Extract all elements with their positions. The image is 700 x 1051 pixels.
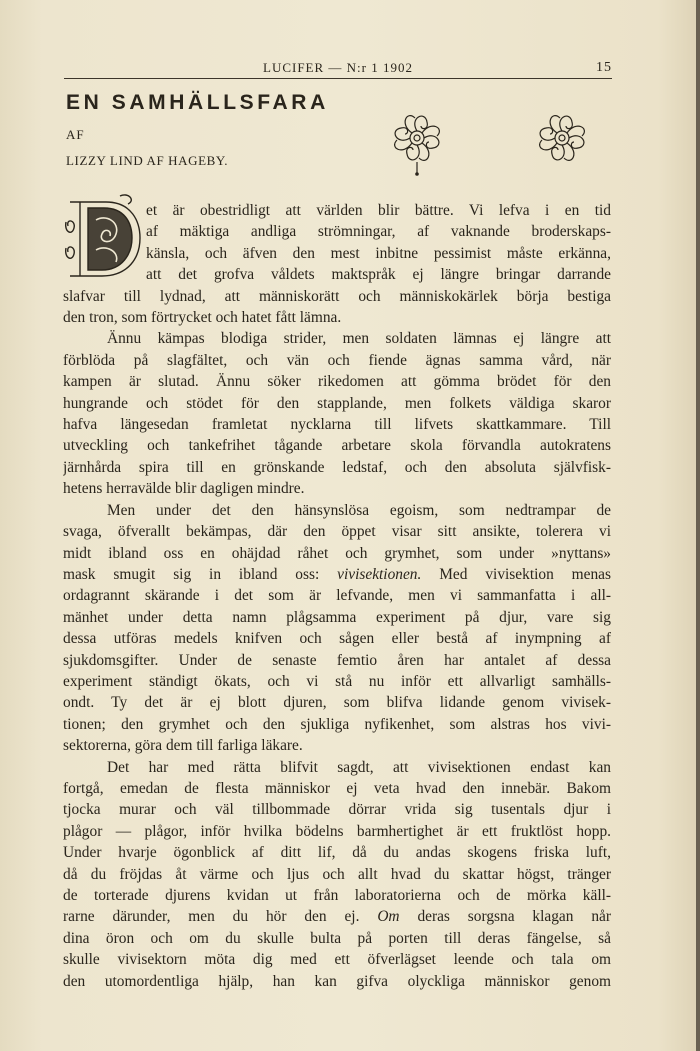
text-line: den tron, som förtrycket och hatet fått lämna.: [63, 309, 342, 327]
text-line: dessa utföras medels knifven och sågen eller bestå af inympning af: [63, 630, 611, 648]
text-segment: mask smugit sig in ibland oss:: [63, 565, 320, 583]
text-line: slafvar till lydnad, att människorätt och människokärlek börja bestiga: [63, 287, 611, 305]
text-line: de torterade djurens kvidan ut från laboratorierna och de mörka käll-: [63, 887, 611, 904]
text-line: hafva längesedan framletat nycklarna till lifvets skattkammare. Till: [63, 416, 611, 434]
text-line: förblöda på slagfältet, och vän och fiende ägnas samma vård, när: [63, 351, 611, 369]
article-author: LIZZY LIND AF HAGEBY.: [66, 153, 229, 168]
text-line: sektorerna, göra dem till farliga läkare.: [63, 737, 303, 755]
text-line: Det har med rätta blifvit sagdt, att vivisektionen endast kan: [107, 758, 611, 776]
article-title: EN SAMHÄLLSFARA: [66, 91, 329, 114]
text-line-mixed: [63, 906, 611, 927]
paragraph-1-opening: [63, 200, 611, 286]
text-line: skulle vivisektorn möta dig med ett öfverlägset leende och tala om: [63, 951, 611, 969]
text-line: kampen är slutad. Ännu söker rikedomen att gömma brödet för den: [63, 373, 611, 391]
text-line: plågor — plågor, inför hvilka bödelns barmhertighet är ett fruktlöst hopp.: [63, 822, 611, 840]
text-line: känsla, och äfven den mest inbitne pessimist måste erkänna,: [146, 244, 611, 262]
text-line: Under hvarje ögonblick af ditt lif, då du andas skogens friska luft,: [63, 844, 611, 862]
text-line: svaga, öfverallt bekämpas, där den öppet visar sitt ansikte, tolerera vi: [63, 523, 611, 541]
text-segment: Med vivisektion menas: [439, 565, 611, 583]
paragraph-1-rest: [63, 286, 611, 329]
text-line: tjocka murar och väl tillbommade dörrar vrida sig tusentals djur i: [63, 801, 611, 819]
floral-ornament-icon: [379, 100, 455, 176]
byline-af: AF: [66, 127, 85, 142]
text-line: ordagrannt skärande i det som är lefvande, men vi sammanfatta i all-: [63, 587, 611, 605]
text-line: af mäktiga andliga strömningar, af vaknande broderskaps-: [146, 223, 611, 241]
text-line: hungrande och stödet för den stapplande, men folkets väldiga skaror: [63, 394, 611, 412]
text-line: utveckling och tankefrihet tågande arbetare skola förvandla autokratens: [63, 437, 611, 455]
text-line: fortgå, emedan de flesta människor ej veta hvad den innebär. Bakom: [63, 779, 611, 797]
text-line: mänhet under detta namn plågsamma experiment på djur, vare sig: [63, 608, 611, 626]
text-line: sjukdomsgifter. Under de senaste femtio åren har antalet af dessa: [63, 651, 611, 669]
text-segment: rarne därunder, men du hör den ej.: [63, 908, 360, 926]
text-line-mixed: [63, 564, 611, 585]
paragraph-3: [63, 500, 611, 757]
paragraph-4: [63, 757, 611, 992]
running-title: LUCIFER — N:r 1 1902: [263, 60, 413, 75]
text-line: den utomordentliga hjälp, han kan gifva olyckliga människor genom: [63, 972, 611, 990]
text-line: tionen; den grymhet och den sjukliga nyfikenhet, som alstras hos vivi-: [63, 715, 611, 733]
text-line: et är obestridligt att världen blir bättre. Vi lefva i en tid: [146, 202, 611, 219]
emphasis-vivisektionen: vivisektionen.: [337, 565, 422, 583]
text-segment: deras sorgsna klagan når: [417, 908, 611, 926]
emphasis-om: Om: [377, 908, 400, 926]
floral-ornament-icon: [524, 100, 600, 176]
page-edge: [696, 0, 700, 1051]
text-line: midt ibland oss en ohäjdad råhet och grymhet, som under »nyttans»: [63, 544, 611, 562]
running-header: [64, 60, 612, 79]
text-line: Men under det den hänsynslösa egoism, som nedtrampar de: [107, 501, 611, 519]
paragraph-2: [63, 328, 611, 499]
page-number: 15: [596, 60, 612, 75]
text-line: experiment ständigt ökats, och vi stå nu inför ett allvarligt samhälls-: [63, 672, 611, 690]
text-line: hetens herravälde blir dagligen mindre.: [63, 480, 305, 498]
text-line: ondt. Ty det är ej blott djuren, som blifva lidande genom vivisek-: [63, 694, 611, 712]
text-line: då du fröjdas åt värme och ljus och allt hvad du skattar högst, tränger: [63, 865, 611, 883]
article-body: [63, 200, 611, 992]
text-line: Ännu kämpas blodiga strider, men soldaten lämnas ej längre att: [107, 330, 611, 348]
text-line: dina öron och om du skulle bulta på porten till deras fängelse, så: [63, 929, 611, 947]
text-line: järnhårda spira till en grönskande ledstaf, och den absoluta självfisk-: [63, 458, 611, 476]
text-line: att det grofva våldets maktspråk ej längre bringar darrande: [146, 266, 611, 284]
